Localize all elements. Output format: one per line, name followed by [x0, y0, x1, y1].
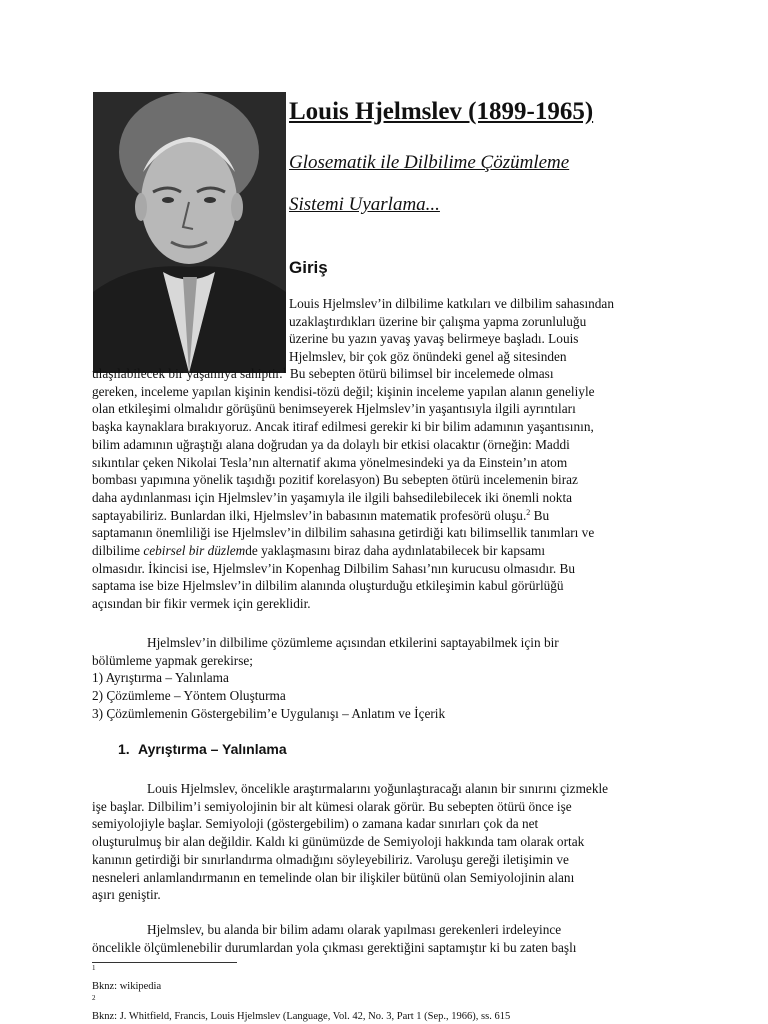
subtitle-line-2: Sistemi Uyarlama...: [289, 194, 440, 215]
subtitle-line-1: Glosematik ile Dilbilime Çözümleme: [289, 152, 570, 173]
text-line: saptamanın önemliliği ise Hjelmslev’in dilbilim sahasına getirdiği katı bilimsellik tanımları ve: [92, 525, 595, 541]
footnote-1: [92, 964, 510, 994]
text-fragment: saptayabiliriz. Bunlardan ilki, Hjelmslev’in babasının matematik profesörü oluşu.: [92, 507, 527, 523]
text-line: olmasıdır. İkincisi ise, Hjelmslev’in Kopenhag Dilbilim Sahası’nın kurucusu olmasıdır. Bu: [92, 560, 576, 576]
text-line: işe başlar. Dilbilim’i semiyolojinin bir alt kümesi olarak görür. Bu sebepten ötürü önce işe: [92, 798, 572, 814]
footnote-mark: 2: [92, 994, 96, 1002]
text-line: sıkıntılar çeken Nikolai Tesla’nın alternatif akıma yönelmesindeki ya da Einstein’ın atom: [92, 454, 568, 470]
section-number: 1.: [118, 741, 130, 757]
text-fragment: de yaklaşmasını biraz daha aydınlatabilecek bir kapsamı: [245, 543, 546, 559]
text-line: Hjelmslev, bu alanda bir bilim adamı olarak yapılması gerekenleri irdeleyince: [147, 922, 562, 937]
text-line: açısından bir fikir vermek için gereklidir.: [92, 596, 311, 612]
text-line: [92, 542, 692, 560]
footnote-ref-1[interactable]: 1: [282, 366, 287, 375]
portrait-photo: [93, 92, 286, 373]
footnote-divider: [92, 962, 237, 963]
section-title: Ayrıştırma – Yalınlama: [138, 741, 287, 757]
paragraph-2: [92, 634, 692, 723]
text-line: Hjelmslev’in dilbilime çözümleme açısından etkilerini saptayabilmek için bir: [147, 635, 559, 650]
text-line: bilim adamının uğraştığı alana doğrudan ya da dolaylı bir etkisi olacaktır (örneğin: Maddi: [92, 436, 570, 452]
section-heading-giris: Giriş: [289, 258, 328, 277]
text-line: Louis Hjelmslev, öncelikle araştırmalarını yoğunlaştıracağı alanın bir sınırını çizmekle: [147, 781, 609, 796]
text-line: uzaklaştırdıkları üzerine bir çalışma yapma zorunluluğu: [289, 313, 587, 329]
text-line: semiyolojiyle başlar. Semiyoloji (göstergebilim) o zamana kadar sınırları çok da net: [92, 816, 539, 832]
italic-term: cebirsel bir düzlem: [143, 543, 246, 559]
text-line: bombası yapımına yönelik taşıdığı pozitif korelasyon) Bu sebepten ötürü incelemenin biraz: [92, 472, 578, 488]
text-line: Hjelmslev, bir çok göz önündeki genel ağ sitesinden: [289, 349, 567, 365]
text-line: saptama ise bize Hjelmslev’in dilbilim alanında oluşturduğu etkileşimin kabul görürlüğü: [92, 578, 564, 594]
text-line: öncelikle ölçümlenebilir durumlardan yola çıkması gerektiğini saptamıştır ki bu zaten başlı: [92, 939, 577, 955]
footnote-mark: 1: [92, 964, 96, 972]
text-line: olan etkileşimi olmalıdır görüşünü benimseyerek Hjelmslev’in yaşantısıyla ilgili ayrıntıları: [92, 401, 576, 417]
page-title: Louis Hjelmslev (1899-1965): [289, 98, 594, 125]
footnote-2: [92, 994, 510, 1024]
text-line: kanının getirdiği bir sınırlandırma olmadığını söyleyebiliriz. Varoluşu gereği iletişimin ve: [92, 851, 569, 867]
text-fragment: Bu: [530, 507, 550, 523]
text-line: aşırı geniştir.: [92, 887, 161, 903]
list-item: 1) Ayrıştırma – Yalınlama: [92, 670, 229, 686]
footnote-text: Bknz: J. Whitfield, Francis, Louis Hjelmslev (Language, Vol. 42, No. 3, Part 1 (Sep., 1966), ss. 615: [92, 1011, 511, 1022]
text-line: [92, 365, 692, 383]
section-heading-1: [118, 741, 287, 757]
text-fragment: dilbilime: [92, 543, 144, 559]
text-line: bölümleme yapmak gerekirse;: [92, 652, 253, 668]
text-line: gereken, inceleme yapılan kişinin kendisi-tözü değil; kişinin inceleme yapılan alanın geneliyle: [92, 383, 595, 399]
text-fragment: ulaşılabilecek bir yaşamıya sahiptir.: [92, 366, 283, 381]
intro-text: [289, 295, 689, 366]
text-line: nesneleri anlamlandırmanın en temelinde olan bir ilişkiler bütünü olan Semiyolojinin alanı: [92, 869, 575, 885]
list-item: 3) Çözümlemenin Göstergebilim’e Uygulanışı – Anlatım ve İçerik: [92, 705, 446, 721]
footnotes: [92, 964, 510, 1024]
text-line: oluşturulmuş bir alan değildir. Kaldı ki günümüzde de Semiyoloji hakkında tam olarak ortak: [92, 834, 585, 850]
text-fragment: Bu sebepten ötürü bilimsel bir incelemede olması: [286, 366, 554, 381]
footnote-ref-2[interactable]: 2: [526, 507, 531, 517]
text-line: daha aydınlanması için Hjelmslev’in yaşamıyla ile ilgili bahsedilebilecek iki önemli nokta: [92, 489, 573, 505]
text-line: başka kaynaklara bırakıyoruz. Ancak itiraf edilmesi gerekir ki bir bilim adamının yaşantısının,: [92, 419, 594, 435]
paragraph-3: [92, 780, 692, 904]
text-line: Louis Hjelmslev’in dilbilime katkıları ve dilbilim sahasından: [289, 296, 614, 311]
footnote-text: Bknz: wikipedia: [92, 981, 162, 992]
paragraph-1: [92, 365, 692, 613]
list-item: 2) Çözümleme – Yöntem Oluşturma: [92, 688, 286, 704]
text-line: üzerine bu yazın yavaş yavaş belirmeye başladı. Louis: [289, 331, 579, 347]
text-line: [92, 507, 692, 525]
paragraph-4: [92, 921, 692, 956]
